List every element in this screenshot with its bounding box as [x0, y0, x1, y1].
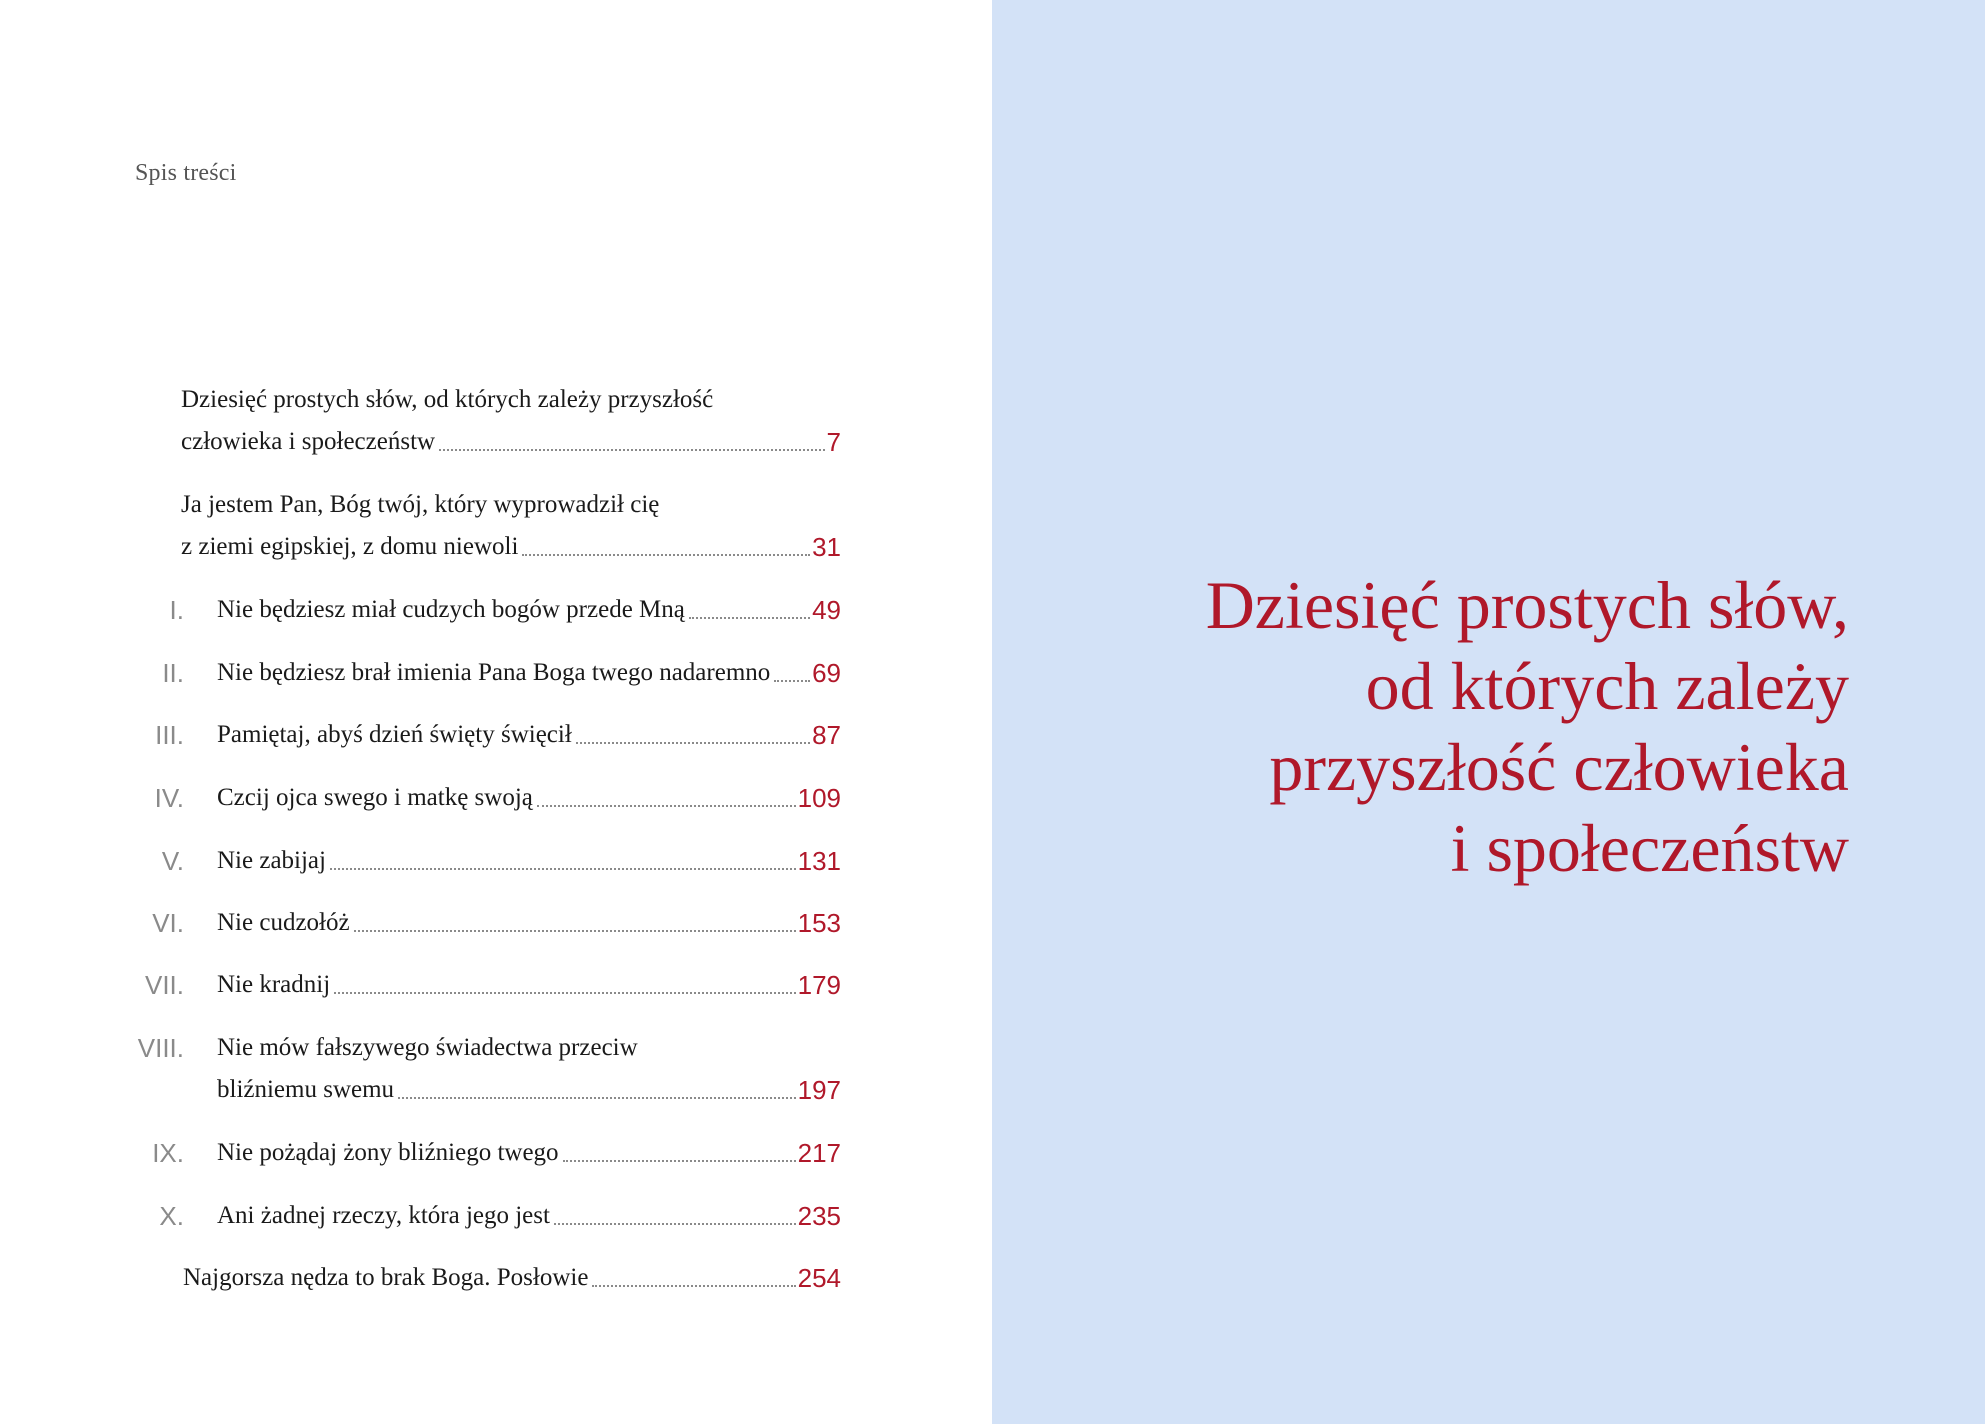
- toc-line: [181, 526, 841, 568]
- dot-leader: [354, 930, 796, 932]
- roman-numeral: III.: [155, 720, 184, 750]
- running-head: Spis treści: [135, 160, 237, 186]
- dot-leader: [330, 868, 796, 870]
- toc-title: Najgorsza nędza to brak Boga. Posłowie: [183, 1264, 589, 1291]
- toc-line: [217, 964, 841, 1006]
- toc-title-line: człowieka i społeczeństw: [181, 428, 436, 455]
- toc-title: Nie zabijaj: [217, 847, 326, 874]
- toc-line: [217, 714, 841, 756]
- roman-numeral: VII.: [144, 970, 184, 1000]
- toc-line: [217, 902, 841, 944]
- page-number: 7: [826, 427, 841, 457]
- page-number: 31: [812, 532, 841, 562]
- toc-line: [181, 421, 841, 463]
- page-number: 153: [797, 908, 841, 938]
- page-number: 235: [797, 1201, 841, 1231]
- roman-numeral: V.: [161, 846, 184, 876]
- toc-line: [181, 484, 841, 526]
- chapter-title-line: Dziesięć prostych słów,: [1205, 567, 1849, 643]
- toc-line: [217, 589, 841, 631]
- page-number: 49: [812, 595, 841, 625]
- dot-leader: [774, 680, 810, 682]
- dot-leader: [334, 992, 795, 994]
- toc-title-line: Ja jestem Pan, Bóg twój, który wyprowadził cię: [181, 491, 660, 518]
- toc-title: Pamiętaj, abyś dzień święty święcił: [217, 721, 572, 748]
- roman-numeral: IX.: [152, 1138, 184, 1168]
- dot-leader: [554, 1223, 796, 1225]
- chapter-title-line: przyszłość człowieka: [1269, 729, 1849, 805]
- toc-title: Ani żadnej rzeczy, która jego jest: [217, 1202, 550, 1229]
- toc-title: Czcij ojca swego i matkę swoją: [217, 784, 533, 811]
- roman-numeral: VIII.: [137, 1033, 184, 1063]
- left-page: [0, 0, 992, 1424]
- toc-line: [183, 1257, 841, 1299]
- dot-leader: [398, 1097, 796, 1099]
- page-number: 87: [812, 720, 841, 750]
- page-number: 254: [797, 1263, 841, 1293]
- toc-title-line: z ziemi egipskiej, z domu niewoli: [181, 533, 519, 560]
- roman-numeral: I.: [169, 595, 184, 625]
- toc-title-line: Dziesięć prostych słów, od których zależy przyszłość: [181, 386, 714, 413]
- chapter-title-line: od których zależy: [1365, 648, 1849, 724]
- toc-line: [217, 1195, 841, 1237]
- toc-title: Nie będziesz miał cudzych bogów przede Mną: [217, 596, 685, 623]
- toc-line: [217, 840, 841, 882]
- toc-line: [217, 1132, 841, 1174]
- page-number: 179: [797, 970, 841, 1000]
- toc-title: Nie cudzołóż: [217, 909, 350, 936]
- dot-leader: [576, 742, 810, 744]
- toc-line: [217, 652, 841, 694]
- toc-title: Nie pożądaj żony bliźniego twego: [217, 1139, 559, 1166]
- page-number: 217: [797, 1138, 841, 1168]
- toc-title-line: bliźniemu swemu: [217, 1076, 395, 1103]
- dot-leader: [689, 617, 810, 619]
- roman-numeral: X.: [159, 1201, 184, 1231]
- chapter-title-line: i społeczeństw: [1450, 810, 1849, 886]
- page-number: 131: [797, 846, 841, 876]
- roman-numeral: IV.: [154, 783, 184, 813]
- page-number: 109: [797, 783, 841, 813]
- dot-leader: [439, 449, 824, 451]
- toc-line: [217, 1027, 841, 1069]
- roman-numeral: VI.: [152, 908, 184, 938]
- dot-leader: [537, 805, 796, 807]
- chapter-title: [1206, 565, 1849, 889]
- right-page: [992, 0, 1985, 1424]
- dot-leader: [522, 554, 810, 556]
- toc-line: [217, 777, 841, 819]
- toc-line: [217, 1069, 841, 1111]
- toc-line: [181, 379, 841, 421]
- roman-numeral: II.: [162, 658, 184, 688]
- dot-leader: [592, 1285, 795, 1287]
- table-of-contents: [0, 0, 992, 1424]
- page-number: 69: [812, 658, 841, 688]
- toc-title: Nie kradnij: [217, 971, 331, 998]
- toc-title-line: Nie mów fałszywego świadectwa przeciw: [217, 1034, 638, 1061]
- toc-title: Nie będziesz brał imienia Pana Boga twego nadaremno: [217, 659, 771, 686]
- page-number: 197: [797, 1075, 841, 1105]
- dot-leader: [563, 1160, 796, 1162]
